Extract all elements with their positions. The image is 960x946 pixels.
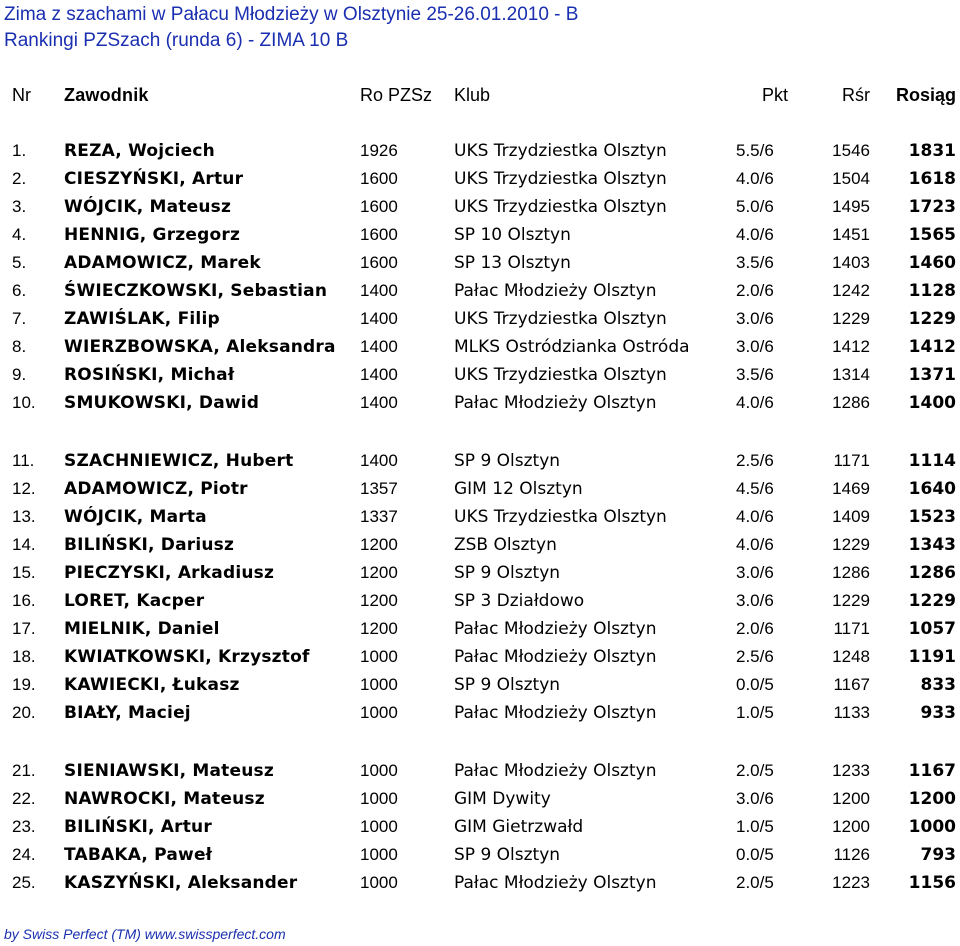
player-points: 4.0/6 (736, 507, 774, 526)
player-rating: 1200 (360, 619, 398, 638)
player-avg-rating: 1286 (832, 393, 870, 412)
player-club: SP 13 Olsztyn (454, 253, 571, 273)
row-nr: 19. (12, 675, 36, 694)
player-name: WIERZBOWSKA, Aleksandra (64, 337, 336, 357)
player-points: 3.0/6 (736, 309, 774, 328)
player-rating: 1600 (360, 225, 398, 244)
player-club: Pałac Młodzieży Olsztyn (454, 647, 657, 667)
player-name: SIENIAWSKI, Mateusz (64, 761, 274, 781)
player-name: ROSIŃSKI, Michał (64, 365, 235, 385)
player-club: ZSB Olsztyn (454, 535, 557, 555)
player-rating: 1400 (360, 281, 398, 300)
table-row (0, 196, 960, 222)
table-header (0, 84, 960, 110)
player-club: GIM Dywity (454, 789, 551, 809)
player-points: 3.0/6 (736, 789, 774, 808)
header-nr: Nr (12, 85, 31, 105)
player-name: TABAKA, Paweł (64, 845, 213, 865)
player-achieved-rating: 1286 (908, 563, 956, 583)
table-row (0, 506, 960, 532)
player-rating: 1600 (360, 253, 398, 272)
player-avg-rating: 1200 (832, 789, 870, 808)
player-avg-rating: 1167 (833, 675, 870, 694)
row-nr: 12. (12, 479, 36, 498)
table-row (0, 224, 960, 250)
player-club: SP 9 Olsztyn (454, 845, 561, 865)
table-row (0, 562, 960, 588)
table-row (0, 534, 960, 560)
player-achieved-rating: 1831 (908, 141, 956, 161)
player-avg-rating: 1403 (832, 253, 870, 272)
player-club: GIM 12 Olsztyn (454, 479, 583, 499)
player-club: UKS Trzydziestka Olsztyn (454, 197, 667, 217)
player-avg-rating: 1409 (832, 507, 870, 526)
player-name: KASZYŃSKI, Aleksander (64, 873, 298, 893)
player-club: SP 10 Olsztyn (454, 225, 571, 245)
table-row (0, 844, 960, 870)
player-rating: 1400 (360, 451, 398, 470)
table-row (0, 702, 960, 728)
table-row (0, 308, 960, 334)
player-avg-rating: 1546 (832, 141, 870, 160)
player-name: ADAMOWICZ, Piotr (64, 479, 248, 499)
player-rating: 1926 (360, 141, 398, 160)
player-achieved-rating: 1000 (908, 817, 956, 837)
player-avg-rating: 1242 (832, 281, 870, 300)
row-nr: 8. (12, 337, 27, 356)
player-name: WÓJCIK, Marta (64, 507, 207, 527)
table-row (0, 478, 960, 504)
player-club: UKS Trzydziestka Olsztyn (454, 507, 667, 527)
player-rating: 1400 (360, 309, 398, 328)
table-row (0, 590, 960, 616)
player-avg-rating: 1495 (832, 197, 870, 216)
player-achieved-rating: 1343 (908, 535, 956, 555)
row-nr: 6. (12, 281, 27, 300)
table-row (0, 816, 960, 842)
row-nr: 1. (12, 141, 27, 160)
player-achieved-rating: 833 (920, 675, 956, 695)
player-club: Pałac Młodzieży Olsztyn (454, 281, 657, 301)
player-achieved-rating: 1229 (908, 591, 956, 611)
player-name: ADAMOWICZ, Marek (64, 253, 261, 273)
player-points: 2.0/5 (736, 761, 774, 780)
player-club: UKS Trzydziestka Olsztyn (454, 141, 667, 161)
player-name: HENNIG, Grzegorz (64, 225, 241, 245)
player-club: GIM Gietrzwałd (454, 817, 584, 837)
player-points: 2.5/6 (736, 451, 774, 470)
player-points: 1.0/5 (736, 703, 774, 722)
row-nr: 9. (12, 365, 27, 384)
header-player: Zawodnik (64, 85, 149, 105)
player-name: BIAŁY, Maciej (64, 703, 191, 723)
player-rating: 1000 (360, 703, 398, 722)
table-row (0, 392, 960, 418)
player-achieved-rating: 1167 (908, 761, 956, 781)
player-name: ŚWIECZKOWSKI, Sebastian (64, 281, 328, 301)
player-achieved-rating: 1412 (908, 337, 956, 357)
row-nr: 16. (12, 591, 36, 610)
player-club: UKS Trzydziestka Olsztyn (454, 169, 667, 189)
player-avg-rating: 1229 (832, 309, 870, 328)
player-points: 5.0/6 (736, 197, 774, 216)
player-avg-rating: 1314 (832, 365, 870, 384)
row-nr: 2. (12, 169, 27, 188)
table-row (0, 252, 960, 278)
row-nr: 22. (12, 789, 36, 808)
player-avg-rating: 1223 (832, 873, 870, 892)
player-rating: 1000 (360, 817, 398, 836)
player-achieved-rating: 1723 (908, 197, 956, 217)
table-row (0, 364, 960, 390)
row-nr: 14. (12, 535, 36, 554)
player-rating: 1400 (360, 365, 398, 384)
player-club: Pałac Młodzieży Olsztyn (454, 393, 657, 413)
table-row (0, 280, 960, 306)
player-achieved-rating: 1371 (908, 365, 956, 385)
player-points: 4.0/6 (736, 393, 774, 412)
player-achieved-rating: 793 (920, 845, 956, 865)
player-rating: 1000 (360, 845, 398, 864)
table-row (0, 788, 960, 814)
player-avg-rating: 1171 (833, 619, 870, 638)
player-avg-rating: 1133 (833, 703, 870, 722)
player-points: 3.0/6 (736, 591, 774, 610)
player-club: SP 3 Działdowo (454, 591, 585, 611)
player-rating: 1357 (360, 479, 398, 498)
table-row (0, 872, 960, 898)
table-row (0, 674, 960, 700)
player-name: PIECZYSKI, Arkadiusz (64, 563, 275, 583)
player-name: WÓJCIK, Mateusz (64, 197, 232, 217)
player-rating: 1600 (360, 169, 398, 188)
page-subtitle: Rankingi PZSzach (runda 6) - ZIMA 10 B (4, 30, 349, 51)
player-rating: 1200 (360, 591, 398, 610)
player-club: UKS Trzydziestka Olsztyn (454, 365, 667, 385)
player-club: Pałac Młodzieży Olsztyn (454, 619, 657, 639)
player-achieved-rating: 1114 (908, 451, 956, 471)
player-points: 4.5/6 (736, 479, 774, 498)
player-name: NAWROCKI, Mateusz (64, 789, 265, 809)
player-points: 0.0/5 (736, 845, 774, 864)
player-points: 0.0/5 (736, 675, 774, 694)
player-avg-rating: 1171 (833, 451, 870, 470)
row-nr: 23. (12, 817, 36, 836)
player-points: 4.0/6 (736, 225, 774, 244)
row-nr: 13. (12, 507, 36, 526)
player-club: SP 9 Olsztyn (454, 675, 561, 695)
row-nr: 18. (12, 647, 36, 666)
player-points: 4.0/6 (736, 535, 774, 554)
player-avg-rating: 1451 (832, 225, 870, 244)
player-avg-rating: 1229 (832, 591, 870, 610)
player-name: SZACHNIEWICZ, Hubert (64, 451, 294, 471)
footer-credit: by Swiss Perfect (TM) www.swissperfect.com (4, 926, 286, 942)
row-nr: 25. (12, 873, 36, 892)
player-avg-rating: 1412 (832, 337, 870, 356)
player-name: REZA, Wojciech (64, 141, 215, 161)
player-achieved-rating: 1523 (908, 507, 956, 527)
row-nr: 24. (12, 845, 36, 864)
player-rating: 1200 (360, 563, 398, 582)
player-rating: 1000 (360, 789, 398, 808)
player-rating: 1000 (360, 675, 398, 694)
player-avg-rating: 1229 (832, 535, 870, 554)
header-avg: Rśr (842, 85, 870, 105)
player-club: SP 9 Olsztyn (454, 451, 561, 471)
table-row (0, 646, 960, 672)
table-row (0, 140, 960, 166)
page-title: Zima z szachami w Pałacu Młodzieży w Olsztynie 25-26.01.2010 - B (4, 4, 579, 25)
table-row (0, 760, 960, 786)
row-nr: 20. (12, 703, 36, 722)
player-achieved-rating: 1128 (908, 281, 956, 301)
player-name: MIELNIK, Daniel (64, 619, 220, 639)
player-avg-rating: 1504 (832, 169, 870, 188)
table-row (0, 336, 960, 362)
player-points: 2.5/6 (736, 647, 774, 666)
player-club: UKS Trzydziestka Olsztyn (454, 309, 667, 329)
player-achieved-rating: 1460 (908, 253, 956, 273)
header-rating: Ro PZSz (360, 85, 433, 105)
player-rating: 1600 (360, 197, 398, 216)
row-nr: 21. (12, 761, 36, 780)
player-club: Pałac Młodzieży Olsztyn (454, 703, 657, 723)
player-rating: 1000 (360, 873, 398, 892)
player-rating: 1200 (360, 535, 398, 554)
player-name: LORET, Kacper (64, 591, 205, 611)
player-points: 3.5/6 (736, 365, 774, 384)
player-club: SP 9 Olsztyn (454, 563, 561, 583)
player-avg-rating: 1233 (832, 761, 870, 780)
player-achieved-rating: 1640 (908, 479, 956, 499)
player-points: 3.0/6 (736, 563, 774, 582)
row-nr: 11. (12, 451, 35, 470)
player-club: Pałac Młodzieży Olsztyn (454, 873, 657, 893)
table-row (0, 168, 960, 194)
player-rating: 1337 (360, 507, 398, 526)
player-points: 3.0/6 (736, 337, 774, 356)
player-name: SMUKOWSKI, Dawid (64, 393, 260, 413)
player-achieved-rating: 1400 (908, 393, 956, 413)
player-achieved-rating: 1200 (908, 789, 956, 809)
player-points: 4.0/6 (736, 169, 774, 188)
player-avg-rating: 1469 (832, 479, 870, 498)
player-points: 2.0/6 (736, 281, 774, 300)
player-name: BILIŃSKI, Artur (64, 817, 212, 837)
header-club: Klub (454, 85, 491, 105)
row-nr: 7. (12, 309, 27, 328)
player-avg-rating: 1200 (832, 817, 870, 836)
player-avg-rating: 1248 (832, 647, 870, 666)
table-row (0, 618, 960, 644)
player-achieved-rating: 1156 (908, 873, 956, 893)
player-name: KWIATKOWSKI, Krzysztof (64, 647, 310, 667)
table-row (0, 450, 960, 476)
row-nr: 17. (12, 619, 36, 638)
player-name: CIESZYŃSKI, Artur (64, 169, 244, 189)
player-rating: 1000 (360, 761, 398, 780)
player-points: 3.5/6 (736, 253, 774, 272)
player-achieved-rating: 933 (920, 703, 956, 723)
player-achieved-rating: 1618 (908, 169, 956, 189)
player-rating: 1000 (360, 647, 398, 666)
row-nr: 15. (12, 563, 36, 582)
row-nr: 5. (12, 253, 27, 272)
player-achieved-rating: 1057 (908, 619, 956, 639)
header-achieved: Rosiąg (895, 85, 956, 105)
row-nr: 3. (12, 197, 27, 216)
player-rating: 1400 (360, 393, 398, 412)
player-rating: 1400 (360, 337, 398, 356)
row-nr: 4. (12, 225, 27, 244)
player-name: KAWIECKI, Łukasz (64, 675, 240, 695)
player-points: 2.0/5 (736, 873, 774, 892)
player-club: Pałac Młodzieży Olsztyn (454, 761, 657, 781)
player-achieved-rating: 1565 (908, 225, 956, 245)
player-avg-rating: 1126 (833, 845, 870, 864)
player-name: BILIŃSKI, Dariusz (64, 535, 235, 555)
header-points: Pkt (761, 85, 788, 105)
player-club: MLKS Ostródzianka Ostróda (454, 337, 690, 357)
player-points: 1.0/5 (736, 817, 774, 836)
player-achieved-rating: 1229 (908, 309, 956, 329)
player-achieved-rating: 1191 (908, 647, 956, 667)
player-name: ZAWIŚLAK, Filip (64, 309, 220, 329)
player-points: 2.0/6 (736, 619, 774, 638)
player-avg-rating: 1286 (832, 563, 870, 582)
row-nr: 10. (12, 393, 36, 412)
player-points: 5.5/6 (736, 141, 774, 160)
